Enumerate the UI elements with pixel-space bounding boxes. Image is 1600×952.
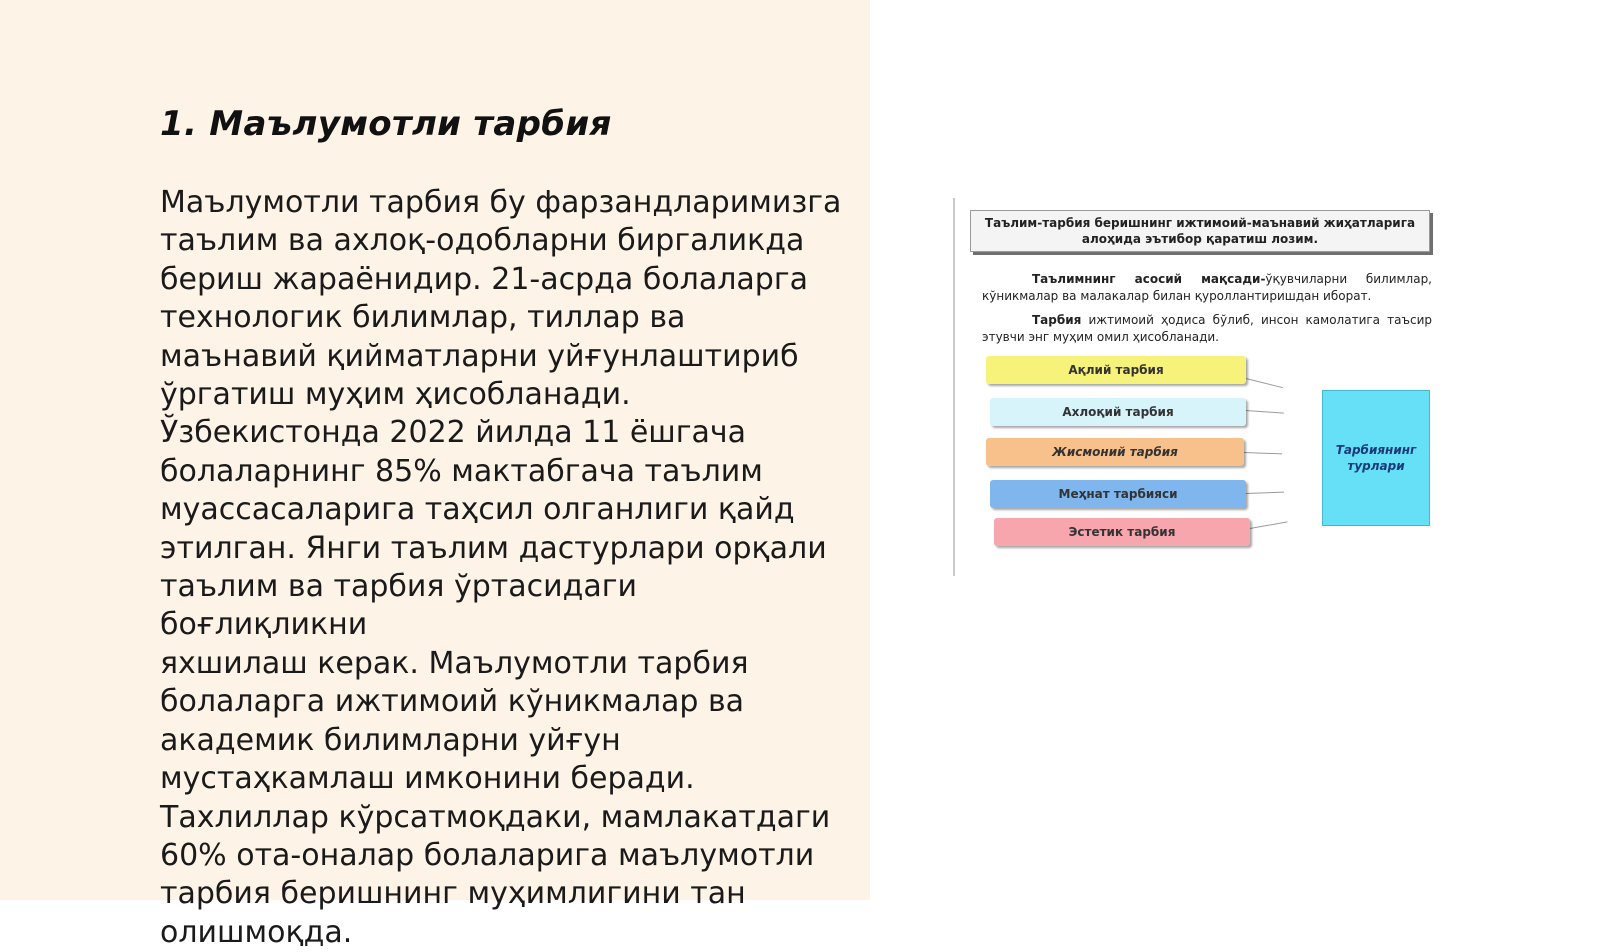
connector-line bbox=[1250, 521, 1288, 529]
type-label: Эстетик тарбия bbox=[1068, 525, 1176, 539]
paragraph-text: ижтимоий ҳодиса бўлиб, инсон камолатига таъсир этувчи энг муҳим омил ҳисобланади. bbox=[982, 313, 1432, 344]
type-bar-aesthetic bbox=[994, 518, 1250, 546]
paragraph-text: ўқувчиларни билимлар, кўникмалар ва малакалар билан қуроллантиришдан иборат. bbox=[982, 272, 1432, 303]
types-of-upbringing-box bbox=[1322, 390, 1430, 526]
type-label: Жисмоний тарбия bbox=[1052, 445, 1178, 459]
paragraph-lead: Таълимнинг асосий мақсади- bbox=[1032, 272, 1266, 286]
connector-line bbox=[1246, 410, 1284, 414]
type-bar-physical bbox=[986, 438, 1244, 466]
slide-body-text: Маълумотли тарбия бу фарзандларимизга таълим ва ахлоқ-одобларни биргаликда бериш жараёнидир. 21-асрда болаларга технологик билимлар, тиллар ва маънавий қийматларни уйғунлаштириб ўргатиш муҳим ҳисобланади. Ўзбекистонда 2022 йилда 11 ёшгача болаларнинг 85% мактабгача таълим муассасаларига таҳсил олганлиги қайд этилган. Янги таълим дастурлари орқали таълим ва тарбия ўртасидаги боғлиқликни яхшилаш керак. Маълумотли тарбия болаларга ижтимоий кўникмалар ва академик билимларни уйғун мустаҳкамлаш имконини беради. Тахлиллар кўрсатмоқдаки, мамлакатдаги 60% ота-оналар болаларига маълумотли тарбия беришнинг муҳимлигини тан олишмоқда. bbox=[160, 185, 842, 950]
connector-line bbox=[1246, 378, 1283, 388]
infographic-header: Таълим-тарбия беришнинг ижтимоий-маънавий жиҳатларига алоҳида эътибор қаратиш лозим. bbox=[970, 210, 1430, 252]
divider-line bbox=[953, 198, 955, 576]
infographic-paragraph-education bbox=[982, 271, 1432, 305]
education-types-infographic bbox=[950, 198, 1430, 576]
connector-line bbox=[1246, 492, 1284, 494]
connector-line bbox=[1244, 452, 1282, 454]
infographic-paragraph-upbringing bbox=[982, 312, 1432, 346]
types-box-label: Тарбиянинг турлари bbox=[1335, 443, 1417, 473]
type-label: Ақлий тарбия bbox=[1068, 363, 1164, 377]
paragraph-lead: Тарбия bbox=[1032, 313, 1082, 327]
type-bar-labor bbox=[990, 480, 1246, 508]
type-label: Ахлоқий тарбия bbox=[1062, 405, 1174, 419]
type-label: Меҳнат тарбияси bbox=[1058, 487, 1178, 501]
type-bar-moral bbox=[990, 398, 1246, 426]
slide-title: 1. Маълумотли тарбия bbox=[160, 104, 612, 144]
type-bar-mental bbox=[986, 356, 1246, 384]
